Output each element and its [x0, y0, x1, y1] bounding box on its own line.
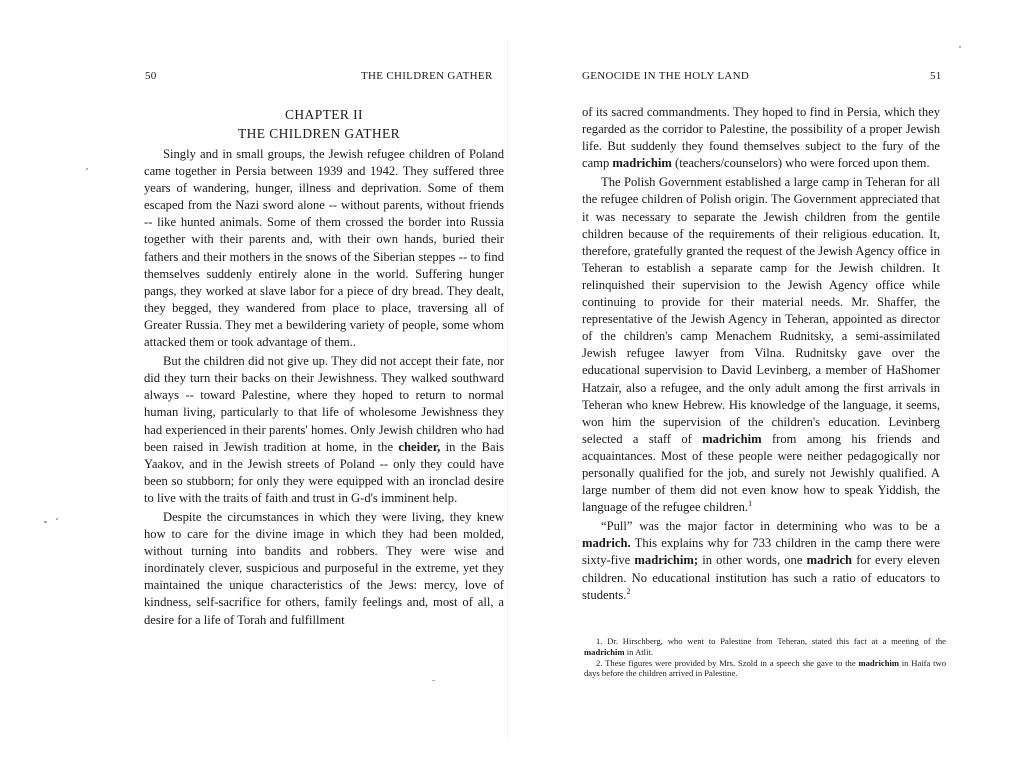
right-p3-text-b: This explains why for 733 children in the camp there were sixty-five	[582, 536, 940, 568]
right-p3-text-a: “Pull” was the major factor in determining who was to be a	[601, 519, 940, 534]
footnotes	[584, 636, 946, 679]
chapter-title: THE CHILDREN GATHER	[238, 126, 401, 141]
term-madrichim: madrichim	[612, 156, 672, 171]
right-paragraph-2	[582, 174, 940, 516]
term-madrichim: madrichim	[858, 657, 900, 668]
footnote-1-text-a: 1. Dr. Hirschberg, who went to Palestine from Teheran, stated this fact at a meeting of the	[596, 636, 946, 646]
right-p2-text-a: The Polish Government established a large camp in Teheran for all the refugee children of Polish origin. The Government appreciated that it was necessary to separate the Jewish children from the gentile children because of the requirements of their religious education. It, therefore, gratefully granted the request of the Jewish Agency office in Teheran to establish a separate camp for the Jewish children. It relinquished their supervision to the Jewish Agency office while continuing to provide for their material needs. Mr. Shaffer, the representative of the Jewish Agency in Teheran, appointed as director of the children's camp Menachem Rudnitsky, a semi-assimilated Jewish refugee lawyer from Vilna. Rudnitsky gave over the educational supervision to David Levinberg, a member of HaShomer Hatzair, also a refugee, and the only adult among the first arrivals in Teheran who knew Hebrew. His knowledge of the language, it seems, won him the supervision of the children's education. Levinberg selected a staff of	[582, 175, 940, 446]
left-body-text	[144, 146, 504, 629]
footnote-1-text-b: in Atlit.	[624, 646, 653, 657]
left-page	[0, 0, 507, 767]
right-page-number: 51	[930, 70, 942, 82]
chapter-label: CHAPTER II	[285, 107, 363, 122]
left-p2-text-b: in the Bais Yaakov, and in the Jewish streets of Poland -- only they could have been so stubborn; for only they were equipped with an ironclad desire to live with the traits of faith and trust in G-d's imminent help.	[144, 439, 504, 505]
footnote-ref-2: 2	[626, 586, 631, 596]
right-paragraph-1	[582, 104, 940, 172]
right-p1-text-a: of its sacred commandments. They hoped to find in Persia, which they regarded as the corridor to Palestine, the possibility of a proper Jewish life. But suddenly they found themselves subject to the fury of the camp	[582, 105, 940, 171]
term-madrich: madrich	[806, 553, 853, 568]
right-page	[507, 0, 1015, 767]
right-paragraph-3	[582, 518, 940, 603]
scan-speck	[86, 168, 88, 170]
left-running-head: THE CHILDREN GATHER	[361, 70, 493, 82]
footnote-2-text-a: 2. These figures were provided by Mrs. Szold in a speech she gave to the	[596, 657, 859, 668]
scan-speck	[44, 521, 47, 523]
footnote-2-text-b: in Haifa two days before the children arrived in Palestine.	[584, 657, 946, 679]
left-paragraph-2	[144, 353, 504, 507]
term-madrichim: madrichim	[584, 646, 625, 657]
right-p1-text-b: (teachers/counselors) who were forced upon them.	[671, 156, 930, 171]
right-p3-text-d: for every eleven children. No educational institution has such a ratio of educators to students.	[582, 553, 940, 602]
left-paragraph-3: Despite the circumstances in which they were living, they knew how to care for the divine image in which they had been molded, without turning into bandits and robbers. They were wise and inordinately clever, suspicious and purposeful in the extreme, yet they maintained the unique characteristics of the Jews: mercy, love of kindness, self-sacrifice for others, family feelings and, most of all, a desire for a life of Torah and fulfillment	[144, 509, 504, 627]
scan-speck	[56, 518, 58, 520]
left-page-number: 50	[145, 70, 157, 82]
right-p2-text-b: from among his friends and acquaintances. Most of these people were neither pedagogically nor personally qualified for the job, and surely not Jewishly qualified. A large number of them did not even know how to speak Yiddish, the language of the refugee children.	[582, 431, 940, 515]
right-body-text	[582, 104, 940, 604]
right-running-head: GENOCIDE IN THE HOLY LAND	[582, 70, 750, 82]
footnote-ref-1: 1	[748, 498, 753, 508]
left-paragraph-1: Singly and in small groups, the Jewish refugee children of Poland came together in Persia between 1939 and 1942. They suffered three years of wandering, hunger, illness and deprivation. Some of them escaped from the Nazi sword alone -- without parents, without friends -- like hunted animals. Some of them crossed the border into Russia together with their parents and, with their own hands, buried their fathers and their mothers in the snows of the Siberian steppes -- to find themselves suddenly entirely alone in the world. Suffering hunger pangs, they worked at slave labor for a piece of dry bread. They dealt, they begged, they wandered from place to place, traversing all of Greater Russia. They met a bewildering variety of people, some whom attacked them or took advantage of them..	[144, 147, 504, 350]
footnote-1	[584, 636, 946, 658]
term-madrich: madrich.	[582, 536, 631, 551]
footnote-2	[584, 658, 946, 680]
right-p3-text-c: in other words, one	[698, 553, 807, 568]
left-p2-text-a: But the children did not give up. They did not accept their fate, nor did they turn their backs on their Jewishness. They walked southward always -- toward Palestine, where they hoped to return to normal human living, particularly to that life of wholesome Jewishness they had experienced in their parents' homes. Only Jewish children who had been raised in Jewish tradition at home, in the	[144, 354, 504, 454]
term-cheider: cheider,	[398, 439, 441, 454]
term-madrichim: madrichim;	[634, 553, 699, 568]
scan-speck	[432, 680, 435, 681]
scan-speck	[959, 46, 961, 48]
term-madrichim: madrichim	[702, 431, 762, 446]
